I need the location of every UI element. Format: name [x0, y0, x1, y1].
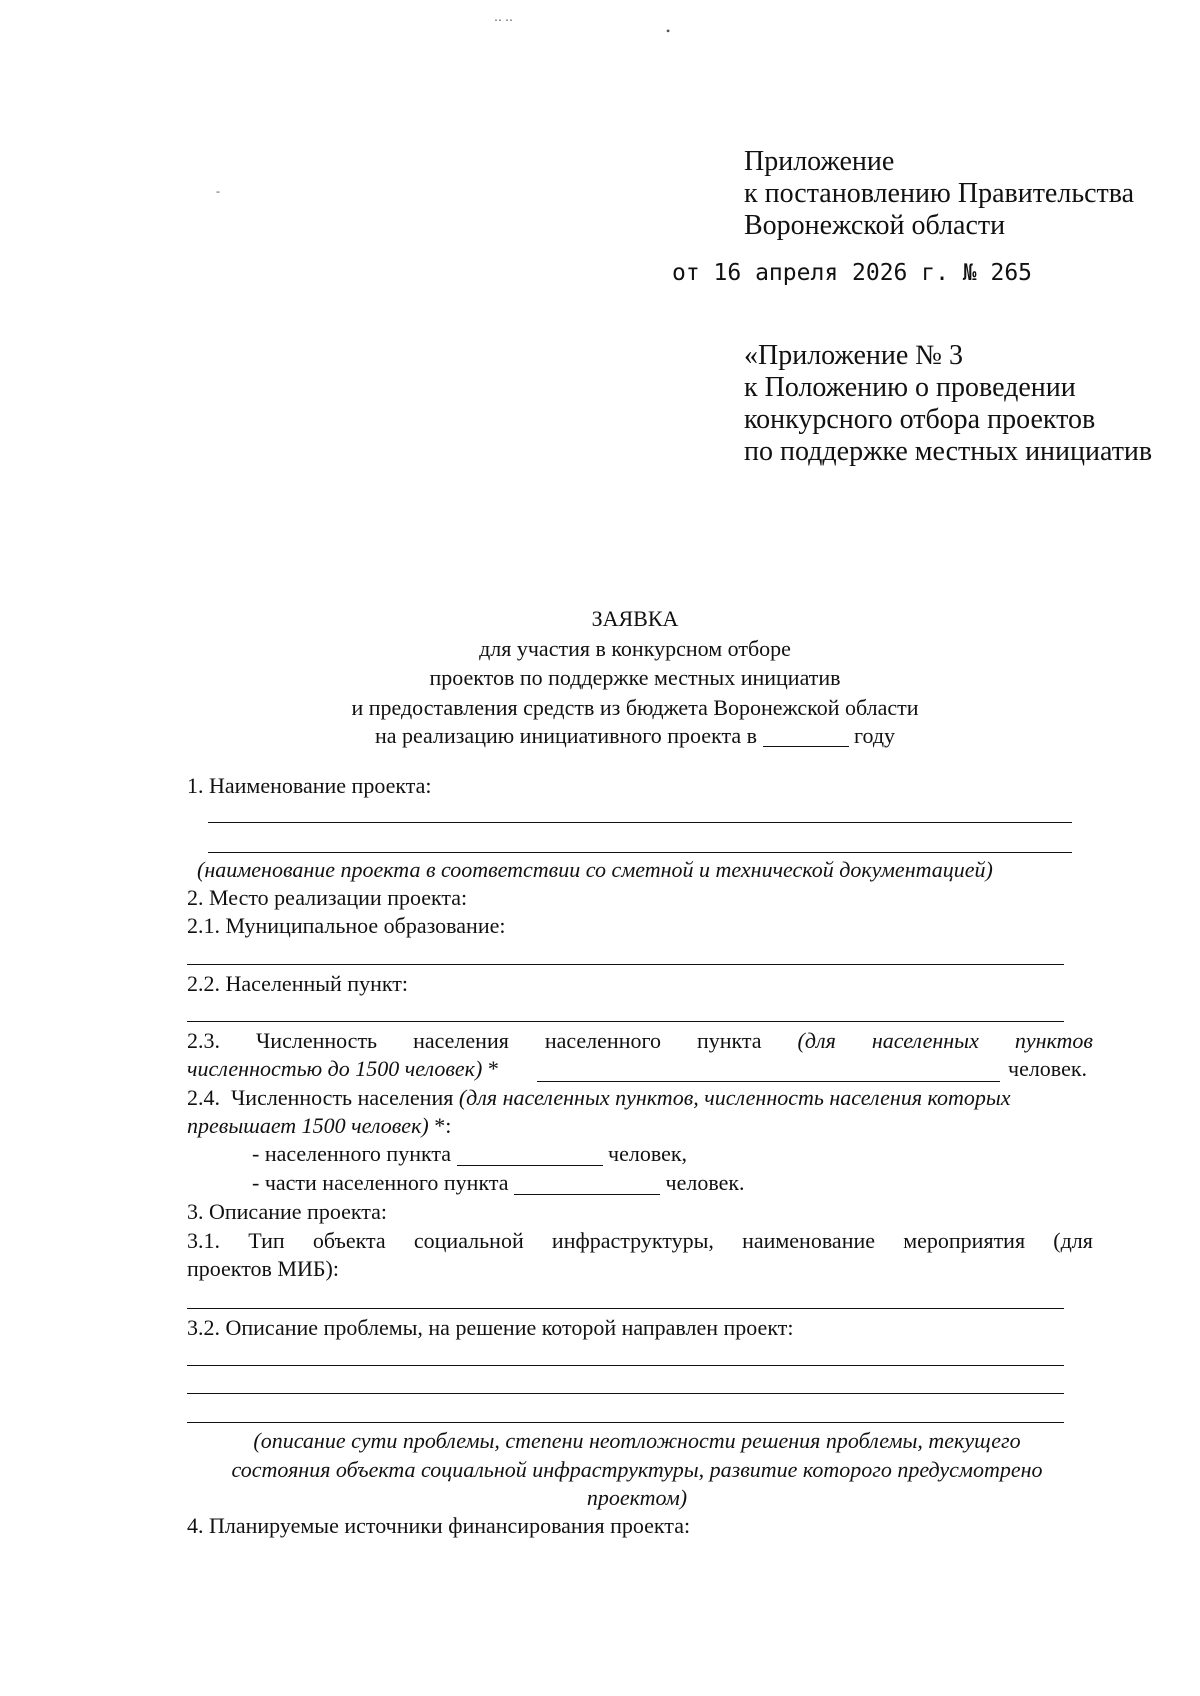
required-mark: *:	[428, 1113, 452, 1138]
section-3-2-hint-1: (описание сути проблемы, степени неотложности решения проблемы, текущего	[253, 1428, 1021, 1453]
section-2-3-word: пункта	[696, 1028, 762, 1053]
section-3-1-word: 3.1.	[187, 1228, 220, 1253]
section-2-4-number: 2.4.	[187, 1085, 220, 1110]
section-2-3-number: 2.3.	[187, 1028, 220, 1053]
section-2-3-word: пунктов	[1014, 1028, 1093, 1053]
section-3-1-word: социальной	[413, 1228, 524, 1253]
population-unit: человек.	[1008, 1056, 1088, 1081]
title-line-2: проектов по поддержке местных инициатив	[429, 665, 841, 690]
section-2-4-line-2	[187, 1112, 451, 1140]
section-2-3-line-1	[187, 1027, 1093, 1055]
section-2-1-label: 2.1. Муниципальное образование:	[187, 913, 506, 938]
settlement-blank[interactable]	[187, 1021, 1064, 1022]
section-2-3-word: населения	[413, 1028, 509, 1053]
title-line-1: для участия в конкурсном отборе	[479, 636, 791, 661]
settlement-part-population-blank[interactable]	[514, 1172, 660, 1195]
section-2-3-word: Численность	[256, 1028, 378, 1053]
object-type-blank[interactable]	[187, 1308, 1064, 1309]
section-3-1-line-2: проектов МИБ):	[187, 1256, 339, 1281]
appendix-line-2: к Положению о проведении	[744, 372, 1076, 403]
municipality-blank[interactable]	[187, 964, 1064, 965]
header-line-3: Воронежской области	[744, 210, 1006, 241]
section-2-2-label: 2.2. Населенный пункт:	[187, 971, 408, 996]
scan-mark: ‥ ‥	[494, 10, 514, 24]
section-2-label: 2. Место реализации проекта:	[187, 885, 468, 910]
section-3-1-word: Тип	[248, 1228, 285, 1253]
section-3-1-word: (для	[1053, 1228, 1093, 1253]
title-line-4-start: на реализацию инициативного проекта в	[374, 723, 757, 748]
section-2-3-condition: численностью до 1500 человек)	[187, 1056, 483, 1081]
decree-date-number: от 16 апреля 2026 г. № 265	[672, 260, 1033, 286]
settlement-part-population-unit: человек.	[665, 1170, 745, 1195]
section-3-label: 3. Описание проекта:	[187, 1199, 388, 1224]
header-line-1: Приложение	[744, 146, 895, 177]
problem-blank-1[interactable]	[187, 1365, 1064, 1366]
section-2-4-condition: (для населенных пунктов, численность населения которых	[458, 1085, 1011, 1110]
section-1-hint: (наименование проекта в соответствии со сметной и технической документацией)	[197, 857, 993, 882]
project-name-blank-1[interactable]	[208, 822, 1072, 823]
section-2-4-line-1	[187, 1084, 1093, 1112]
section-3-1-word: наименование	[742, 1228, 876, 1253]
scan-mark: •	[666, 24, 671, 38]
required-mark: *	[482, 1056, 499, 1081]
section-4-label: 4. Планируемые источники финансирования проекта:	[187, 1513, 691, 1538]
title-line-4-end: году	[854, 723, 896, 748]
appendix-line-1: «Приложение № 3	[744, 340, 963, 371]
settlement-part-population-label: - части населенного пункта	[252, 1170, 509, 1195]
section-3-2-label: 3.2. Описание проблемы, на решение которой направлен проект:	[187, 1315, 794, 1340]
title-line-3: и предоставления средств из бюджета Воронежской области	[351, 695, 919, 720]
section-3-2-hint-2: состояния объекта социальной инфраструктуры, развитие которого предусмотрено	[231, 1457, 1043, 1482]
section-3-1-word: объекта	[312, 1228, 386, 1253]
title-line-4	[0, 722, 1200, 750]
section-3-1-line-1	[187, 1227, 1093, 1255]
appendix-line-4: по поддержке местных инициатив	[744, 436, 1153, 467]
section-1-label: 1. Наименование проекта:	[187, 773, 432, 798]
section-2-4-a	[252, 1140, 687, 1168]
scan-mark: -	[216, 184, 220, 198]
section-2-4-text: Численность населения	[231, 1085, 454, 1110]
settlement-population-label: - населенного пункта	[252, 1141, 452, 1166]
appendix-line-3: конкурсного отбора проектов	[744, 404, 1096, 435]
section-2-4-condition-end: превышает 1500 человек)	[187, 1113, 429, 1138]
header-line-2: к постановлению Правительства	[744, 178, 1135, 209]
section-3-1-word: мероприятия	[903, 1228, 1026, 1253]
settlement-population-blank[interactable]	[457, 1143, 603, 1166]
section-2-4-b	[252, 1169, 745, 1197]
settlement-population-unit: человек,	[608, 1141, 688, 1166]
section-2-3-word: населенного	[544, 1028, 661, 1053]
section-2-3-word: населенных	[871, 1028, 979, 1053]
form-title: ЗАЯВКА	[591, 606, 679, 631]
problem-blank-3[interactable]	[187, 1422, 1064, 1423]
section-3-1-word: инфраструктуры,	[551, 1228, 714, 1253]
problem-blank-2[interactable]	[187, 1393, 1064, 1394]
section-2-3-line-2	[187, 1055, 499, 1083]
section-3-2-hint-3: проектом)	[586, 1485, 688, 1510]
project-name-blank-2[interactable]	[208, 852, 1072, 853]
population-blank[interactable]	[537, 1081, 1000, 1082]
year-blank[interactable]	[763, 726, 849, 747]
section-2-3-word: (для	[797, 1028, 836, 1053]
